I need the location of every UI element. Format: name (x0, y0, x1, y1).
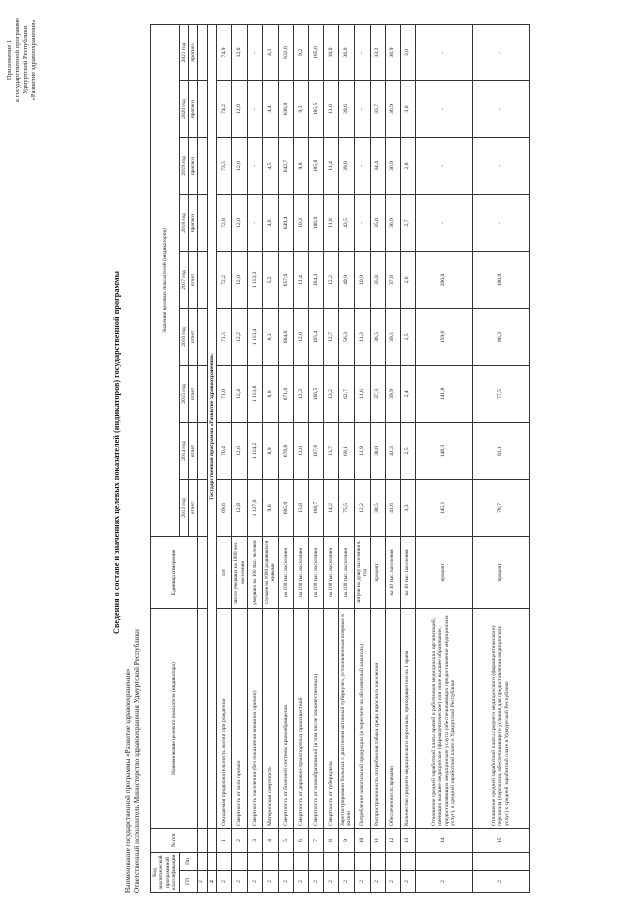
indicator-name-cell: Материнская смертность (263, 609, 279, 829)
appendix-line: «Развитие здравоохранения» (30, 19, 37, 101)
value-cell: 56,3 (338, 309, 354, 366)
value-cell: 36,0 (338, 25, 354, 81)
type-header: отчет (189, 366, 198, 423)
value-cell: 649,4 (278, 195, 293, 252)
gp-header: ГП (179, 871, 198, 893)
value-cell: 12,7 (323, 309, 338, 366)
value-cell: 678,0 (278, 423, 293, 480)
row-number-cell: 3 (248, 829, 263, 853)
value-cell: 1 114,2 (248, 423, 263, 480)
row-number-cell: 2 (232, 829, 248, 853)
value-cell: 164,3 (308, 252, 323, 309)
value-cell: - (354, 25, 370, 81)
value-cell: 62,7 (338, 366, 354, 423)
unit-cell: умерших на 100 тыс. человек (248, 537, 263, 609)
indicator-name-cell: Потребление алкогольной продукции (в пересчете на абсолютный алкоголь) (354, 609, 370, 829)
value-cell: 671,0 (278, 366, 293, 423)
value-cell: 12,0 (232, 195, 248, 252)
indicator-name-cell: Количество среднего медицинского персонала, приходящегося на 1 врача (400, 609, 415, 829)
value-cell: 2,6 (400, 252, 415, 309)
value-cell: 10,9 (354, 252, 370, 309)
pp-cell (278, 853, 293, 871)
value-cell: 8,9 (263, 423, 279, 480)
gp-cell: 2 (385, 871, 400, 893)
section-row (207, 25, 216, 893)
value-cell: 11,3 (354, 309, 370, 366)
value-cell: 685,0 (278, 480, 293, 537)
value-cell: - (415, 138, 472, 195)
value-cell: 185,0 (308, 25, 323, 81)
value-cell: 166,5 (308, 366, 323, 423)
table-row (323, 25, 338, 893)
value-cell: 167,6 (308, 423, 323, 480)
table-row (354, 25, 370, 893)
value-cell: 2,5 (400, 423, 415, 480)
value-cell: - (248, 81, 263, 138)
year-header: 2013 год (179, 480, 188, 537)
unit-cell: на 10 тыс. населения (385, 537, 400, 609)
type-header: прогноз (189, 81, 198, 138)
unit-cell: на 100 тыс. населения (323, 537, 338, 609)
appendix-line: Удмуртской Республики (22, 25, 29, 94)
value-cell: 9,3 (293, 81, 308, 138)
year-header: 2018 год (179, 195, 188, 252)
row-number-cell: 5 (278, 829, 293, 853)
value-cell: 9,8 (293, 138, 308, 195)
indicator-name-cell: Смертность от всех причин (232, 609, 248, 829)
value-cell: 74,2 (217, 81, 232, 138)
value-cell: 39,6 (338, 81, 354, 138)
pp-cell (400, 853, 415, 871)
column-number-row (198, 25, 207, 893)
row-number-cell: 9 (338, 829, 354, 853)
value-cell: 4,6 (263, 195, 279, 252)
pp-cell (248, 853, 263, 871)
value-cell: 4,5 (263, 138, 279, 195)
value-cell: 78,7 (472, 480, 529, 537)
value-cell: 12,6 (232, 423, 248, 480)
value-cell: 12,2 (354, 480, 370, 537)
gp-cell: 2 (232, 871, 248, 893)
value-cell: 38,0 (370, 423, 385, 480)
gp-cell: 2 (370, 871, 385, 893)
row-number-cell: 12 (385, 829, 400, 853)
value-cell: 2,8 (400, 138, 415, 195)
value-cell: 12,8 (232, 480, 248, 537)
unit-cell: процент (472, 537, 529, 609)
column-number (198, 195, 207, 252)
value-cell: 77,5 (472, 366, 529, 423)
program-name: Наименование государственной программы «Развитие здравоохранения» (124, 668, 132, 893)
unit-cell: на 100 тыс. населения (278, 537, 293, 609)
value-cell: 75,5 (338, 480, 354, 537)
value-cell: 72,2 (217, 252, 232, 309)
value-cell: 2,5 (400, 309, 415, 366)
value-cell: 100,0 (472, 252, 529, 309)
value-cell: 141,8 (415, 366, 472, 423)
value-cell: 12,0 (293, 309, 308, 366)
value-cell: 33,2 (370, 25, 385, 81)
indicators-table (150, 24, 530, 893)
pp-cell (385, 853, 400, 871)
pp-cell (308, 853, 323, 871)
appendix-note (6, 18, 38, 102)
unit-cell: на 100 тыс. населения (338, 537, 354, 609)
table-row (232, 25, 248, 893)
column-number (198, 480, 207, 537)
pp-cell (338, 853, 354, 871)
value-cell: 81,1 (472, 423, 529, 480)
value-cell: 200,0 (415, 252, 472, 309)
indicator-name-cell: Смертность от болезней системы кровообращения (278, 609, 293, 829)
value-cell: 41,6 (385, 480, 400, 537)
table-row (263, 25, 279, 893)
table-row (293, 25, 308, 893)
value-cell: 14,2 (323, 480, 338, 537)
gp-cell: 2 (354, 871, 370, 893)
gp-cell: 2 (278, 871, 293, 893)
value-cell: 12,2 (323, 252, 338, 309)
type-header: отчет (189, 423, 198, 480)
num-header: № п/п (151, 829, 198, 853)
value-cell: 664,0 (278, 309, 293, 366)
row-number-cell: 6 (293, 829, 308, 853)
value-cell: - (248, 25, 263, 81)
value-cell: 642,7 (278, 138, 293, 195)
value-cell: 2,7 (400, 195, 415, 252)
value-cell: 168,7 (308, 480, 323, 537)
gp-cell: 2 (263, 871, 279, 893)
value-cell: 73,5 (217, 138, 232, 195)
value-cell: 165,4 (308, 309, 323, 366)
year-header: 2017 год (179, 252, 188, 309)
indicator-name-cell: Смертность населения (без показателя внешних причин) (248, 609, 263, 829)
table-row (370, 25, 385, 893)
pp-cell (472, 853, 529, 871)
value-cell: 9,0 (263, 480, 279, 537)
name-header: Наименование целевого показателя (индикатора) (151, 609, 198, 829)
value-cell: 71,0 (217, 366, 232, 423)
value-cell: 39,5 (385, 309, 400, 366)
value-cell: 49,9 (338, 252, 354, 309)
value-cell: 69,6 (217, 480, 232, 537)
value-cell: 70,4 (217, 423, 232, 480)
table-row (217, 25, 232, 893)
column-number (198, 537, 207, 609)
value-cell: - (415, 81, 472, 138)
row-number-cell: 10 (354, 829, 370, 853)
value-cell: 69,1 (338, 423, 354, 480)
pp-cell (293, 853, 308, 871)
value-cell: 145,1 (415, 480, 472, 537)
indicator-name-cell: Ожидаемая продолжительность жизни при рождении (217, 609, 232, 829)
value-cell: 185,5 (308, 81, 323, 138)
value-cell: 9,2 (293, 25, 308, 81)
value-cell: - (415, 195, 472, 252)
value-cell: 72,8 (217, 195, 232, 252)
type-header: отчет (189, 309, 198, 366)
value-cell: 36,9 (385, 25, 400, 81)
appendix-line: к государственной программе (14, 18, 21, 102)
column-number (198, 829, 207, 853)
section-num (207, 829, 216, 853)
unit-cell: на 100 тыс. населения (293, 537, 308, 609)
value-cell: - (354, 81, 370, 138)
value-cell: 74,9 (217, 25, 232, 81)
gp-cell: 2 (248, 871, 263, 893)
row-number-cell: 1 (217, 829, 232, 853)
appendix-line: Приложение 1 (6, 39, 13, 81)
document-title: Сведения о составе и значениях целевых показателей (индикаторов) государственной программы (112, 271, 121, 634)
row-number-cell: 15 (472, 829, 529, 853)
value-cell: 37,3 (370, 366, 385, 423)
value-cell: 13,0 (293, 423, 308, 480)
pp-cell (415, 853, 472, 871)
value-cell: 13,8 (293, 480, 308, 537)
values-group-header: Значения целевых показателей (индикаторов) (151, 25, 180, 537)
year-header: 2021 год (179, 25, 188, 81)
unit-cell: лет (217, 537, 232, 609)
value-cell: 11,4 (293, 252, 308, 309)
value-cell: 8,3 (263, 309, 279, 366)
type-header: прогноз (189, 25, 198, 81)
year-header: 2015 год (179, 366, 188, 423)
value-cell: 10,0 (323, 25, 338, 81)
value-cell: 657,0 (278, 252, 293, 309)
value-cell: 12,0 (232, 81, 248, 138)
value-cell: 36,9 (385, 195, 400, 252)
value-cell: 37,8 (385, 252, 400, 309)
value-cell: 636,0 (278, 81, 293, 138)
pp-cell (217, 853, 232, 871)
value-cell: 8,8 (263, 366, 279, 423)
value-cell: 34,4 (370, 138, 385, 195)
column-number (198, 853, 207, 871)
unit-cell: процент (415, 537, 472, 609)
unit-cell: на 10 тыс. населения (400, 537, 415, 609)
unit-cell: случаев на 1000 родившихся живыми (263, 537, 279, 609)
value-cell: - (248, 195, 263, 252)
unit-header: Единица измерения (151, 537, 198, 609)
table-row (400, 25, 415, 893)
value-cell: 13,2 (323, 366, 338, 423)
value-cell: 12,3 (293, 366, 308, 423)
value-cell: 39,9 (385, 366, 400, 423)
type-header: отчет (189, 252, 198, 309)
row-number-cell: 7 (308, 829, 323, 853)
value-cell: 10,3 (293, 195, 308, 252)
header-row (151, 25, 180, 893)
pp-cell (370, 853, 385, 871)
value-cell: 632,0 (278, 25, 293, 81)
gp-cell: 2 (293, 871, 308, 893)
table-row (248, 25, 263, 893)
value-cell: 1 113,8 (248, 366, 263, 423)
year-header: 2016 год (179, 309, 188, 366)
unit-cell: литров на душу населения в год (354, 537, 370, 609)
type-header: прогноз (189, 138, 198, 195)
column-number: 2 (198, 871, 207, 893)
gp-cell: 2 (338, 871, 354, 893)
value-cell: 86,3 (472, 309, 529, 366)
value-cell: 12,0 (232, 138, 248, 195)
indicator-name-cell: Отношение средней заработной платы врачей и работников медицинских организаций, имеющих высшее медицинское (фармацевтическое) или иное высшее образование, предоставляющих медицинские услуги (обеспечивающих предоставление медицинских услуг), к средней заработной плате в Удмуртской Республике (415, 609, 472, 829)
value-cell: 3,0 (400, 25, 415, 81)
value-cell: - (472, 138, 529, 195)
value-cell: 36,9 (385, 138, 400, 195)
value-cell: - (354, 138, 370, 195)
value-cell: - (472, 25, 529, 81)
section-pp (207, 853, 216, 871)
unit-cell: процент (370, 537, 385, 609)
value-cell: 33,7 (370, 81, 385, 138)
value-cell: 12,2 (232, 309, 248, 366)
gp-cell: 2 (217, 871, 232, 893)
value-cell: 11,8 (323, 195, 338, 252)
column-number (198, 423, 207, 480)
indicator-name-cell: Обеспеченность врачами (385, 609, 400, 829)
column-number (198, 252, 207, 309)
indicator-name-cell: Отношение средней заработной платы среднего медицинского (фармацевтического) персонала (персонала, обеспечивающего условия для предоставления медицинских услуг) к средней заработной плате в Удмуртской Республике (472, 609, 529, 829)
value-cell: 12,4 (232, 366, 248, 423)
gp-cell: 2 (400, 871, 415, 893)
table-row (338, 25, 354, 893)
pp-cell (232, 853, 248, 871)
row-number-cell: 11 (370, 829, 385, 853)
value-cell: 38,5 (370, 480, 385, 537)
column-number (198, 138, 207, 195)
table-row (278, 25, 293, 893)
section-title: Государственная программа «Развитие здравоохранения» (207, 25, 216, 829)
value-cell: - (472, 81, 529, 138)
value-cell: 36,5 (370, 309, 385, 366)
column-number (198, 309, 207, 366)
value-cell: 13,7 (323, 423, 338, 480)
year-header: 2014 год (179, 423, 188, 480)
indicator-name-cell: Зарегистрировано больных с диагнозом активный туберкулез, установленным впервые в жизни (338, 609, 354, 829)
value-cell: - (248, 138, 263, 195)
indicator-name-cell: Смертность от новообразований (в том числе злокачественных) (308, 609, 323, 829)
pp-header: Пп (179, 853, 198, 871)
value-cell: 39,8 (338, 138, 354, 195)
value-cell: 36,9 (385, 81, 400, 138)
gp-cell: 2 (323, 871, 338, 893)
gp-cell: 2 (472, 871, 529, 893)
section-gp: 2 (207, 871, 216, 893)
pp-cell (263, 853, 279, 871)
indicator-name-cell: Смертность от дорожно-транспортных происшествий (293, 609, 308, 829)
pp-cell (323, 853, 338, 871)
value-cell: 1 127,0 (248, 480, 263, 537)
value-cell: 3,0 (400, 81, 415, 138)
indicator-name-cell: Смертность от туберкулеза (323, 609, 338, 829)
table-row (472, 25, 529, 893)
value-cell: 11,9 (354, 423, 370, 480)
row-number-cell: 13 (400, 829, 415, 853)
value-cell: 159,6 (415, 309, 472, 366)
value-cell: 71,5 (217, 309, 232, 366)
value-cell: 35,8 (370, 252, 385, 309)
row-number-cell: 4 (263, 829, 279, 853)
value-cell: 11,0 (323, 81, 338, 138)
value-cell: 11,4 (323, 138, 338, 195)
type-header: прогноз (189, 195, 198, 252)
table-row (415, 25, 472, 893)
table-row (385, 25, 400, 893)
value-cell: 2,4 (400, 366, 415, 423)
value-cell: 186,0 (308, 195, 323, 252)
value-cell: 185,8 (308, 138, 323, 195)
column-number (198, 25, 207, 81)
value-cell: - (415, 25, 472, 81)
value-cell: 12,0 (232, 252, 248, 309)
gp-cell: 2 (308, 871, 323, 893)
value-cell: 1 113,4 (248, 309, 263, 366)
value-cell: 5,2 (263, 252, 279, 309)
year-header: 2020 год (179, 81, 188, 138)
indicator-name-cell: Распространенность потребления табака среди взрослого населения (370, 609, 385, 829)
gp-cell: 2 (415, 871, 472, 893)
value-cell: 11,6 (354, 366, 370, 423)
column-number (198, 366, 207, 423)
table-row (308, 25, 323, 893)
value-cell: 43,5 (338, 195, 354, 252)
value-cell: 1 113,3 (248, 252, 263, 309)
value-cell: 35,0 (370, 195, 385, 252)
unit-cell: на 100 тыс. населения (308, 537, 323, 609)
value-cell: 41,3 (385, 423, 400, 480)
column-number (198, 609, 207, 829)
responsible-executor: Ответственный исполнитель Министерство здравоохранения Удмуртской Республики (133, 629, 141, 893)
row-number-cell: 8 (323, 829, 338, 853)
value-cell: 12,0 (232, 25, 248, 81)
program-info (124, 629, 142, 893)
type-header: отчет (189, 480, 198, 537)
value-cell: 3,3 (400, 480, 415, 537)
row-number-cell: 14 (415, 829, 472, 853)
column-number (198, 81, 207, 138)
code-header: Код аналитической программной классификации (151, 853, 180, 893)
value-cell: - (472, 195, 529, 252)
value-cell: - (354, 195, 370, 252)
value-cell: 4,4 (263, 81, 279, 138)
value-cell: 4,3 (263, 25, 279, 81)
year-header: 2019 год (179, 138, 188, 195)
pp-cell (354, 853, 370, 871)
value-cell: 148,3 (415, 423, 472, 480)
unit-cell: число умерших на 1000 чел. населения (232, 537, 248, 609)
